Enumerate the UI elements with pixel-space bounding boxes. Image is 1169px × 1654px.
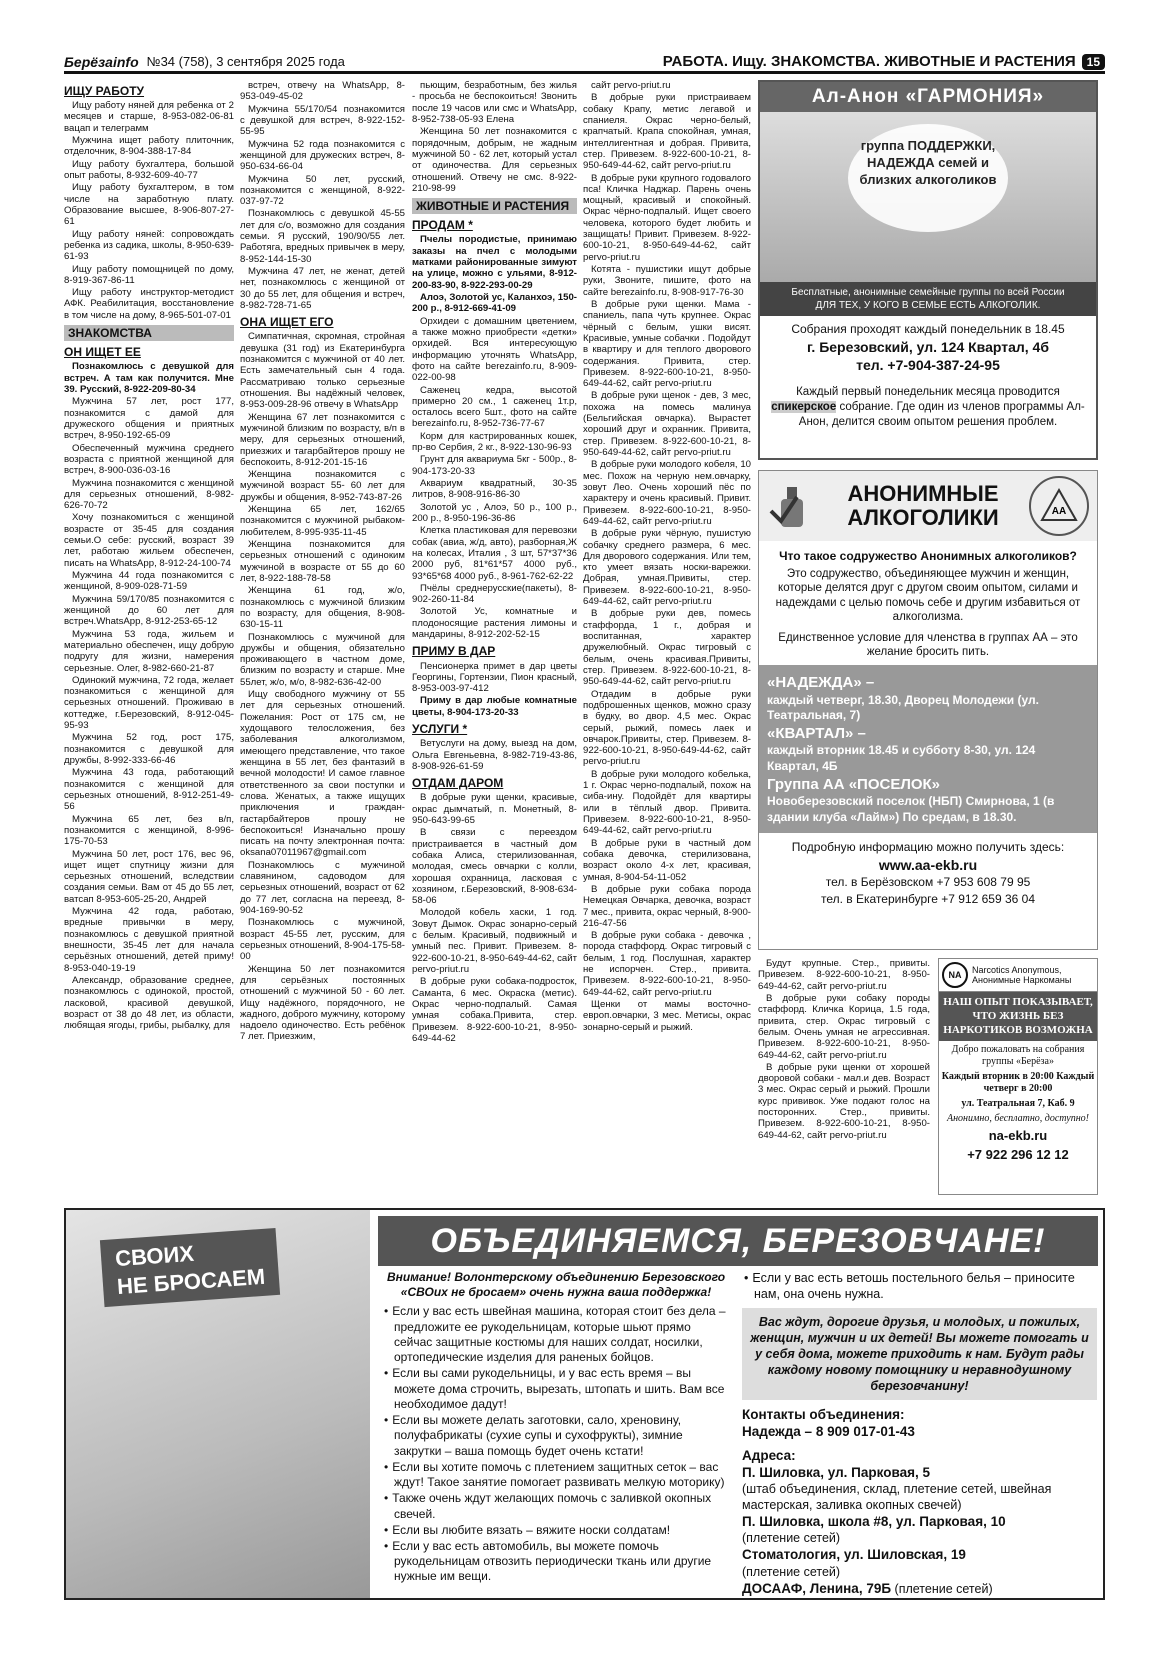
classified-ad: Ищу работу няней для ребенка от 2 месяцев и старше, 8-953-082-06-81 вацап и телеграмм <box>64 100 234 134</box>
note-highlight: спикерское <box>771 400 837 413</box>
classified-ad: Мужчина 57 лет, рост 177, познакомится с дамой для дружеского общения и приятных встреч, 8-950-192-65-09 <box>64 396 234 442</box>
giveaway-ads-end <box>758 958 930 1141</box>
classified-ad: Познакомлюсь с девушкой 45-55 лет для с/о, возможно для создания семьи. Я русский, 190/90/55 лет. Работяга, вредных привычек в меру, 8-952-144-15-30 <box>240 208 405 265</box>
need-item: • Также очень ждут желающих помочь с заливкой окопных свечей. <box>394 1491 730 1521</box>
speaker-note <box>760 381 1096 434</box>
classified-ad: Ищу свободного мужчину от 55 лет для серьезных отношений. Пожелания: Рост от 175 см, не худощавого телосложения, без заболевания алкоголизмом, имеющего представление, что такое женщина в 55 лет, без фантазий в вечной молодости! И самое главное ответственного за свои поступки и слова. Женатых, а также ищущих приключения и граждан-гастарбайтеров прошу не беспокоиться! Изначально прошу писать на почту электронная почта: oksana07011967@gmail.com <box>240 689 405 859</box>
classified-ad: Щенки от мамы восточно-европ.овчарки, 3 мес. Метисы, окрас зонарно-серый и рыжий. <box>583 999 751 1033</box>
na-name-1: Narcotics Anonymous, <box>972 965 1062 975</box>
note-part-1: Каждый первый понедельник месяца проводится <box>796 385 1060 398</box>
rubric-job: ИЩУ РАБОТУ <box>64 84 145 98</box>
column-4 <box>583 80 751 1200</box>
dating-ads-she-cont <box>412 80 577 194</box>
classified-ad: Ищу работу бухгалтером, в том числе на заработную плату. Образование высшее, 8-906-807-27-61 <box>64 182 234 228</box>
na-address: ул. Театральная 7, Каб. 9 <box>961 1098 1075 1110</box>
sell-ads <box>412 316 577 641</box>
classified-ad: сайт pervo-priut.ru <box>591 80 671 91</box>
classified-ad: Котята - пушистики ищут добрые руки, Звоните, пишите, фото на сайте berezainfo.ru, 8-908-917-76-30 <box>583 264 751 298</box>
section-title: РАБОТА. Ищу. ЗНАКОМСТВА. ЖИВОТНЫЕ И РАСТЕНИЯ <box>662 53 1076 70</box>
classified-ad: Мужчина 50 лет, русский, познакомится с женщиной, 8-922-037-97-72 <box>240 173 405 208</box>
classified-ad: В добрые руки молодого кобелька, 1 г. Окрас черно-подпалый, похож на сиба-ину. Подойдёт для квартиры или в тёплый двор. Привита. Привезем. 8-922-600-10-21, 8-950-649-44-62, сайт pervo-priut.ru <box>583 768 751 837</box>
gift-ads <box>412 661 577 695</box>
column-2 <box>240 80 405 1200</box>
addresses-title: Адреса: <box>742 1447 796 1463</box>
column-3 <box>412 80 577 1200</box>
badge-line-1: СВОИХ <box>114 1240 195 1272</box>
support-tag: группа ПОДДЕРЖКИ, НАДЕЖДА семей и близких алкоголиков <box>848 124 1008 232</box>
group-poselok-info: Новоберезовский поселок (НБП) Смирнова, 1 (в здании клуба «Лайм») По средам, в 18.30. <box>767 794 1055 824</box>
meeting-address: г. Березовский, ул. 124 Квартал, 4б <box>807 338 1049 355</box>
classified-ad: Клетка пластиковая для перевозки собак (авиа, ж/д, авто), разборная,Ж на колесах, Италия , 3 шт, 57*37*36 2000 руб, 81*61*57 4000 руб., 93*65*68 4000 руб., 8-961-762-62-22 <box>412 525 577 582</box>
classified-ad: В добрые руки собака - девочка , порода стаффорд. Окрас тигровый с белым, 1 год. Послушная, характер не испорчен. Стер., привита. Привезем. 8-922-600-10-21, 8-950-649-44-62, сайт pervo-priut.ru <box>583 930 751 998</box>
address-3: Стоматология, ул. Шиловская, 19 <box>742 1547 966 1563</box>
rubric-give-away: ОТДАМ ДАРОМ <box>412 776 504 791</box>
ad-narcotics-anonymous <box>938 958 1098 1195</box>
classified-ad: Женщина познакомится для серьезных отношений с одиноким мужчиной в возрасте от 55 до 60 лет, 8-922-188-78-58 <box>240 539 405 584</box>
volunteer-title: ОБЪЕДИНЯЕМСЯ, БЕРЕЗОВЧАНЕ! <box>378 1216 1098 1266</box>
needs-list <box>382 1304 730 1584</box>
classified-ad: Женщина 67 лет познакомится с мужчиной близким по возрасту, в/п в меру, для серьезных отношений, приезжих и тагарбайтеров прошу не беспокоить, 8-912-201-15-16 <box>240 411 405 468</box>
ad-alcoholics-anonymous <box>758 470 1098 950</box>
meeting-info <box>760 316 1096 381</box>
meeting-schedule: Собрания проходят каждый понедельник в 18.45 <box>791 322 1065 336</box>
classified-ad: Молодой кобель хаски, 1 год. Зовут Дымок. Окрас зонарно-серый с белым. Красивый, подвижный и умный пес. Привит. Привезем. 8-922-600-10-21, 8-950-649-44-62, сайт pervo-priut.ru <box>412 907 577 976</box>
classified-ad: В добрые руки щенки, красивые, окрас дымчатый, п. Монетный, 8-950-643-99-65 <box>412 792 577 826</box>
classified-ad: Мужчина 44 года познакомится с женщиной, 8-909-028-71-59 <box>64 570 234 593</box>
aa-title: АНОНИМНЫЕ АЛКОГОЛИКИ <box>847 480 999 530</box>
ad-flowers: Приму в дар любые комнатные цветы, 8-904-173-20-33 <box>412 695 577 718</box>
ad-bold: Познакомлюсь с девушкой для встреч. А там как получится. Мне 39. Русский, 8-922-209-80-34 <box>64 361 234 396</box>
giveaway-ads-cont <box>583 80 751 1033</box>
classified-ad: Мужчина 55/170/54 познакомится с девушкой для встреч, 8-922-152-55-95 <box>240 103 405 138</box>
service-ads <box>412 738 577 772</box>
page-header <box>64 52 1105 74</box>
classified-ad: Корм для кастрированных кошек, пр-во Сербия, 2 кг., 8-922-130-96-93 <box>412 430 577 454</box>
classified-ad: В добрые руки пристраиваем собаку Крапу, метис легавой и спаниеля. Окрас черно-белый, крапчатый. Крапа спокойная, умная, интеллигентная и добрая. Привита, стер. Привезем. 8-922-600-10-21, 8-950-649-44-62, сайт pervo-priut.ru <box>583 92 751 172</box>
rubric-accept-gift: ПРИМУ В ДАР <box>412 644 496 659</box>
job-ads <box>64 100 234 321</box>
address-3-detail: (плетение сетей) <box>742 1564 841 1579</box>
na-phone: +7 922 296 12 12 <box>967 1146 1069 1162</box>
classified-ad: Мужчина 47 лет, не женат, детей нет, познакомлюсь с женщиной от 30 до 55 лет, для общения и встреч, 8-982-728-71-65 <box>240 266 405 311</box>
classified-ad: Мужчина ищет работу плиточник, отделочник, 8-904-388-17-84 <box>64 135 234 158</box>
classified-ad: Одинокий мужчина, 72 года, желает познакомиться с женщиной для серьезных отношений. Проживаю в коттедже, г.Березовский, 8-912-045-95-93 <box>64 674 234 732</box>
aa-more-info: Подробную информацию можно получить здесь: <box>791 840 1065 855</box>
aa-header <box>759 471 1097 541</box>
volunteer-appeal: Вас ждут, дорогие друзья, и молодых, и пожилых, женщин, мужчин и их детей! Вы можете помогать и у себя дома, можете приходить к нам. Будут рады каждому новому помощнику и неравнодушному березовчанину! <box>742 1308 1097 1400</box>
column-5 <box>758 958 930 1198</box>
na-welcome: Добро пожаловать на собрания группы «Берёза» <box>951 1044 1085 1068</box>
classified-ad: В связи с переездом пристраивается в частный дом собака Алиса, стерилизованная, молодая, смесь овчарки с колли, хорошая охранница, ласковая с хозяином, г.Березовский, 8-908-634-58-06 <box>412 827 577 907</box>
need-item: • Если вы хотите помочь с плетением защитных сеток – вас ждут! Такое занятие помогает развивать мелкую моторику) <box>394 1460 730 1490</box>
classified-ad: Познакомлюсь с мужчиной славянином, садоводом для серьезных отношений, возраст от 62 до 77 лет, согласна на переезд, 8-904-169-90-52 <box>240 859 405 917</box>
classified-ad: Мужчина 59/170/85 познакомится с женщиной до 60 лет для встреч.WhatsApp, 8-912-253-65-12 <box>64 593 234 628</box>
strip-line-2: ДЛЯ ТЕХ, У КОГО В СЕМЬЕ ЕСТЬ АЛКОГОЛИК. <box>815 300 1041 311</box>
classified-ad: В добрые руки собака порода Немецкая Овчарка, девочка, возраст 7 мес., привита, окрас черный, 8-900-216-47-56 <box>583 883 751 929</box>
classified-ad: Мужчина 65 лет, без в/п, познакомится с женщиной, 8-996-175-70-53 <box>64 813 234 848</box>
aa-phone-2: тел. в Екатеринбурге +7 912 659 36 04 <box>820 891 1035 906</box>
giveaway-ads <box>412 792 577 1044</box>
classified-ad: Мужчина 52 года познакомится с женщиной для дружеских встреч, 8-950-634-66-04 <box>240 138 405 173</box>
aa-logo-text: АА <box>1051 506 1067 517</box>
group-poselok: Группа АА «ПОСЕЛОК» <box>767 775 941 793</box>
note-part-2: собрание. Где один из членов программы Ал-Анон, делится своим опытом решения проблем. <box>798 400 1085 428</box>
na-site: na-ekb.ru <box>988 1128 1048 1144</box>
na-name-2: Анонимные Наркоманы <box>972 975 1072 985</box>
group-nadezhda: «НАДЕЖДА» – <box>767 674 875 692</box>
classified-ad: Ищу работу няней: сопровождать ребенка из садика, школы, 8-950-639-61-93 <box>64 228 234 263</box>
classified-ad: Мужчина 42 года, работаю, вредные привычки в меру, познакомлюсь с девушкой приятной внешности, 35-45 лет для начала серьёзных отношений, детей приму! 8-953-040-19-19 <box>64 906 234 974</box>
classified-ad: Мужчина познакомится с женщиной для серьезных отношений, 8-982-626-70-72 <box>64 477 234 512</box>
classified-ad: Орхидеи с домашним цветением, а также можно приобрести «детки» орхидей. Вся интересующую информацию уточнять WhatsApp, фото на сайте berezainfo.ru, 8-909-022-00-98 <box>412 315 577 384</box>
classified-ad: В добрые руки щенок - дев, 3 мес, похожа на помесь малинуа (Бельгийская овчарка). Вырастет хороший друг и охранник. Привита, стер. Привезем. 8-922-600-10-21, 8-950-649-44-62, сайт pervo-priut.ru <box>583 390 751 458</box>
aa-site: www.aa-ekb.ru <box>878 856 978 873</box>
volunteer-intro: Внимание! Волонтерскому объединению Березовского «СВОих не бросаем» очень нужна ваша поддержка! <box>386 1270 726 1300</box>
classified-ad: Александр, образование среднее, познакомлюсь с одинокой, простой, ласковой, красивой девушкой, возраст от 38 до 48 лет, из области, любящая ягоды, грибы, рыбалку, для <box>64 974 234 1032</box>
bottle-icon <box>767 481 817 531</box>
rubric-he-seeks: ОН ИЩЕТ ЕЕ <box>64 345 141 360</box>
column-1 <box>64 80 234 1200</box>
classified-ad: Женщина 50 лет познакомится для серьёзных постоянных отношений с мужчиной 50 - 60 лет. Ищу надёжного, порядочного, не жадного, доброго мужчину, которому надоело одиночество. Есть ребёнок 7 лет. Приезжим, <box>240 963 405 1043</box>
address-1-detail: (штаб объединения, склад, плетение сетей, швейная мастерская, заливка окопных свечей) <box>742 1482 1052 1513</box>
aa-text-1: Это содружество, объединяющее мужчин и женщин, которые делятся друг с другом своим опытом, силами и надеждами с целью помочь себе и другим избавиться от алкоголизма. <box>775 568 1081 624</box>
need-item: • Если у вас есть автомобиль, вы можете помочь рукодельницам отвозить периодически ткань или другие нужные им вещи. <box>394 1539 730 1585</box>
svoi-badge <box>100 1228 280 1307</box>
need-item: • Если вы можете делать заготовки, сало, хреновину, полуфабрикаты (сухие супы и сухофрукты), зимние закрутки – ваша помощь будет очень кстати! <box>394 1413 730 1459</box>
classified-ad: Ветуслуги на дому, выезд на дом, Ольга Евгеньевна, 8-982-719-43-86, 8-908-926-61-59 <box>412 738 577 772</box>
classified-ad: Отдадим в добрые руки подброшенных щенков, можно сразу в будку, во двор. 4,5 мес. Окрас серый, рыжий, помесь лаек и овчарок.Привиты, стер. Привезем. 8-922-600-10-21, 8-950-649-44-62, сайт pervo-priut.ru <box>583 688 751 768</box>
need-item: • Если вы сами рукодельницы, и у вас есть время – вы можете дома строчить, вырезать, штопать и шить. Вам все необходимое дадут! <box>394 1366 730 1412</box>
classified-ad: пьющим, безработным, без жилья - просьба не беспокоиться! Звонить после 19 часов или смс и WhatsApp, 8-952-738-05-93 Елена <box>412 80 577 125</box>
newspaper-logo: Берёзаinfo <box>64 53 139 70</box>
classified-ad: Ищу работу инструктор-методист АФК. Реабилитация, восстановление в том числе на дому, 8-965-501-07-01 <box>64 287 234 321</box>
classified-ad: Ищу работу помощницей по дому, 8-919-367-86-11 <box>64 263 234 286</box>
volunteer-block <box>64 1208 1105 1600</box>
na-header <box>939 959 1097 992</box>
na-slogan: НАШ ОПЫТ ПОКАЗЫВАЕТ, ЧТО ЖИЗНЬ БЕЗ НАРКОТИКОВ ВОЗМОЖНА <box>939 992 1097 1041</box>
issue-info: №34 (758), 3 сентября 2025 года <box>146 54 345 69</box>
group-kvartal: «КВАРТАЛ» – <box>767 724 866 742</box>
classified-ad: Женщина 61 год, ж/о, познакомлюсь с мужчиной близким по возрасту, для общения, 8-908-630-15-11 <box>240 585 405 631</box>
group-kvartal-info: каждый вторник 18.45 и субботу 8-30, ул. 124 Квартал, 4Б <box>767 743 1036 774</box>
volunteer-needs <box>382 1270 730 1586</box>
classified-ad: Ищу работу бухгалтера, большой опыт работы, 8-932-609-40-77 <box>64 158 234 182</box>
na-motto: Анонимно, бесплатно, доступно! <box>946 1113 1089 1125</box>
classified-ad: Познакомлюсь с мужчиной, возраст 45-55 лет, русским, для серьезных отношений, 8-904-175-58-00 <box>240 917 405 963</box>
section-dating: ЗНАКОМСТВА <box>64 325 234 341</box>
classified-ad: Хочу познакомиться с женщиной возрасте от 35-45 для создания семьи.О себе: русский, возраст 39 лет, работаю жильем обеспечен, писать на WhatsApp, 8-912-24-100-74 <box>64 512 234 569</box>
rubric-sell: ПРОДАМ * <box>412 218 473 233</box>
classified-ad: Аквариум квадратный, 30-35 литров, 8-908-916-86-30 <box>412 478 577 501</box>
classified-ad: Познакомлюсь с мужчиной для дружбы и общения, обязательно проживающего в частном доме, близким по возрасту и старше. Мне 55лет, ж/о, м/о, 8-982-636-42-00 <box>240 631 405 688</box>
address-2-detail: (плетение сетей) <box>742 1531 841 1546</box>
ad-aloe: Алоэ, Золотой ус, Каланхоэ, 150-200 р., 8-912-669-41-09 <box>412 292 577 315</box>
classified-ad: Грунт для аквариума 5кг - 500р., 8-904-173-20-33 <box>412 454 577 477</box>
address-4-detail: (плетение сетей) <box>894 1581 993 1596</box>
knitting-photo <box>66 1210 370 1598</box>
classified-ad: В добрые руки чёрную, пушистую собачку среднего размера, 6 мес. Для дворового содержания. Или тем, кто умеет вязать носки-варежки. Добрая, умная.Привиты, стер. Привезем. 8-922-600-10-21, 8-950-649-44-62, сайт pervo-priut.ru <box>583 528 751 608</box>
classified-ad: В добрые руки в частный дом собака девочка, стерилизована, возраст около 4-х лет, красивая, умная, 8-904-54-11-052 <box>583 837 751 883</box>
classified-ad: Мужчина 50 лет, рост 176, вес 96, ищет ищет спутницу жизни для серьезных отношений, вследствии создания семьи. Вам от 45 до 55 лет, ватсап 8-953-605-25-20, Андрей <box>64 848 234 905</box>
classified-ad: Симпатичная, скромная, стройная девушка (31 год) из Екатеринбурга познакомится с мужчиной от 40 лет. Есть замечательный сын 4 года. Рассматриваю только серьезные отношения. Вы надёжный человек, 8-953-009-28-96 отвечу в WhatsApp <box>240 331 405 411</box>
classified-ad: Будут крупные. Стер., привиты. Привезем. 8-922-600-10-21, 8-950-649-44-62, сайт pervo-priut.ru <box>758 958 930 992</box>
aa-logo-icon <box>1029 476 1089 536</box>
ad-al-anon <box>758 80 1098 460</box>
volunteer-contacts <box>742 1270 1097 1597</box>
group-nadezhda-info: каждый четверг, 18.30, Дворец Молодежи (ул. Театральная, 7) <box>767 692 1039 723</box>
group-photo <box>760 112 1096 282</box>
badge-line-2: НЕ БРОСАЕМ <box>116 1263 266 1299</box>
classified-ad: Пчёлы среднерусские(пакеты), 8-902-260-11-84 <box>412 582 577 606</box>
classified-ad: В добрые руки собаку породы стаффорд. Кличка Корица, 1.5 года, привита, стер. Окрас тигровый с белым. Очень умная не агрессивная. Привезем. 8-922-600-10-21, 8-950-649-44-62, сайт pervo-priut.ru <box>758 992 930 1061</box>
aa-question: Что такое содружество Анонимных алкоголиков? <box>779 549 1077 563</box>
ad-bees: Пчелы породистые, принимаю заказы на пчел с молодыми матками районированные зимуют на улице, можно с ульями, 8-912-200-83-90, 8-922-293-00-29 <box>412 234 577 291</box>
address-2: П. Шиловка, школа #8, ул. Парковая, 10 <box>742 1514 1006 1530</box>
classified-ad: Саженец кедра, высотой примерно 20 см., 1 саженец 1т.р, осталось всего 5шт., фото на сайте berezainfo.ru, 8-952-736-77-67 <box>412 384 577 430</box>
contact-phone: Надежда – 8 909 017-01-43 <box>742 1424 915 1440</box>
dating-ads-he <box>64 396 234 1031</box>
address-1: П. Шиловка, ул. Парковая, 5 <box>742 1464 930 1480</box>
classified-ad: Женщина 50 лет познакомится с порядочным, добрым, не жадным мужчиной 50 - 62 лет, который устал от одиночества. Для серьезных отношений. Отвечу не смс. 8-922-210-98-99 <box>412 126 577 194</box>
classified-ad: В добрые руки щенки. Мама - спаниель, папа чуть крупнее. Окрас чёрный с белым, ушки висят. Красивые, умные собачки . Подойдут в квартиру и для теплого дворового содержания. Привита, стер. Привезем. 8-922-600-10-21, 8-950-649-44-62, сайт pervo-priut.ru <box>583 298 751 390</box>
page-number: 15 <box>1082 54 1105 70</box>
classified-ad: Обеспеченный мужчина среднего возраста с приятной женщиной для встреч, 8-900-036-03-16 <box>64 442 234 477</box>
classified-ad: В добрые руки дев, помесь стаффорда, 1 г., добрая и воспитанная, характер дружелюбный. Окрас тигровый с белым, очень красивая.Привиты, стер. Привезем. 8-922-600-10-21, 8-950-649-44-62, сайт pervo-priut.ru <box>583 608 751 688</box>
classified-ad: Женщина 65 лет, 162/65 познакомится с мужчиной рыбаком-любителем, 8-995-935-11-45 <box>240 504 405 538</box>
classified-ad: Золотой Ус, комнатные и плодоносящие растения лимоны и мандарины, 8-912-202-52-15 <box>412 606 577 641</box>
classified-ad: В добрые руки молодого кобеля, 10 мес. Похож на черную нем.овчарку, зовут Лео. Очень хороший пёс по характеру и очень красивый. Привит. Привезем. 8-922-600-10-21, 8-950-649-44-62, сайт pervo-priut.ru <box>583 459 751 527</box>
strip-line-1: Бесплатные, анонимные семейные группы по всей России <box>791 287 1065 298</box>
contacts-title: Контакты объединения: <box>742 1407 905 1422</box>
need-item: • Если у вас есть швейная машина, которая стоит без дела – предложите ее рукодельницам, которые шьют прямо сейчас защитные костюмы для наших солдат, носилки, ортопедические изделия для раненых бойцов. <box>394 1304 730 1365</box>
ad-al-anon-title: Ал-Анон «ГАРМОНИЯ» <box>760 82 1096 112</box>
dating-ads-he-cont <box>240 80 405 311</box>
classified-ad: Женщина познакомится с мужчиной возраст 55- 60 лет для дружбы и общения, 8-952-743-87-26 <box>240 469 405 503</box>
classified-ad: Мужчина 52 год, рост 175, познакомится с девушкой для дружбы, 8-992-333-66-46 <box>64 732 234 767</box>
aa-text-2: Единственное условие для членства в группах АА – это желание бросить пить. <box>778 631 1078 658</box>
na-schedule: Каждый вторник в 20:00 Каждый четверг в 20:00 <box>941 1071 1095 1095</box>
classified-ad: Мужчина 43 года, работающий познакомится с женщиной для серьезных отношений, 8-912-251-49-56 <box>64 767 234 813</box>
need-item: • Если вы любите вязать – вяжите носки солдатам! <box>394 1523 730 1538</box>
classified-ad: Пенсионерка примет в дар цветы Георгины, Гортензии, Пион красный, 8-953-003-97-412 <box>412 660 577 695</box>
ad-strip <box>760 282 1096 316</box>
dating-ads-she <box>240 331 405 1042</box>
na-logo-icon: NA <box>942 962 968 988</box>
classified-ad: встреч, отвечу на WhatsApp, 8-953-049-45-02 <box>240 80 405 103</box>
section-animals: ЖИВОТНЫЕ И РАСТЕНИЯ <box>412 198 577 214</box>
classified-ad: В добрые руки щенки от хорошей дворовой собаки - мал.и дев. Возраст 3 мес. Окрас серый и рыжий. Прошли курс прививок. Уже подают голос на посторонних. Стер., привиты. Привезем. 8-922-600-10-21, 8-950-649-44-62, сайт pervo-priut.ru <box>758 1061 930 1141</box>
classified-ad: Золотой ус , Алоэ, 50 р., 100 р., 200 р., 8-950-196-36-86 <box>412 501 577 524</box>
rubric-services: УСЛУГИ * <box>412 722 468 737</box>
rubric-she-seeks: ОНА ИЩЕТ ЕГО <box>240 315 334 330</box>
aa-groups <box>759 665 1097 833</box>
need-rags: • Если у вас есть ветошь постельного белья – приносите нам, она очень нужна. <box>754 1270 1097 1302</box>
aa-phone-1: тел. в Берёзовском +7 953 608 79 95 <box>825 875 1031 890</box>
classified-ad: В добрые руки крупного годовалого пса! Кличка Наджар. Парень очень мощный, красивый и спокойный. Окрас чёрно-подпалый. Ищет своего человека, которого будет любить и защищать! Привит. Привезем. 8-922-600-10-21, 8-950-649-44-62, сайт pervo-priut.ru <box>583 172 751 263</box>
meeting-phone: тел. +7-904-387-24-95 <box>856 357 1000 374</box>
classified-ad: Мужчина 53 года, жильем и материально обеспечен, ищу добрую подругу для жизни, намерения серьезные. Олег, 8-982-660-21-87 <box>64 628 234 674</box>
classified-ad: В добрые руки собака-подросток, Саманта, 6 мес. Окраска (метис). Окрас черно-подпалый. Самая умная собака.Привита, стер. Привезем. 8-922-600-10-21, 8-950-649-44-62 <box>412 976 577 1044</box>
address-4: ДОСААФ, Ленина, 79Б <box>742 1580 892 1596</box>
aa-contacts <box>759 833 1097 912</box>
